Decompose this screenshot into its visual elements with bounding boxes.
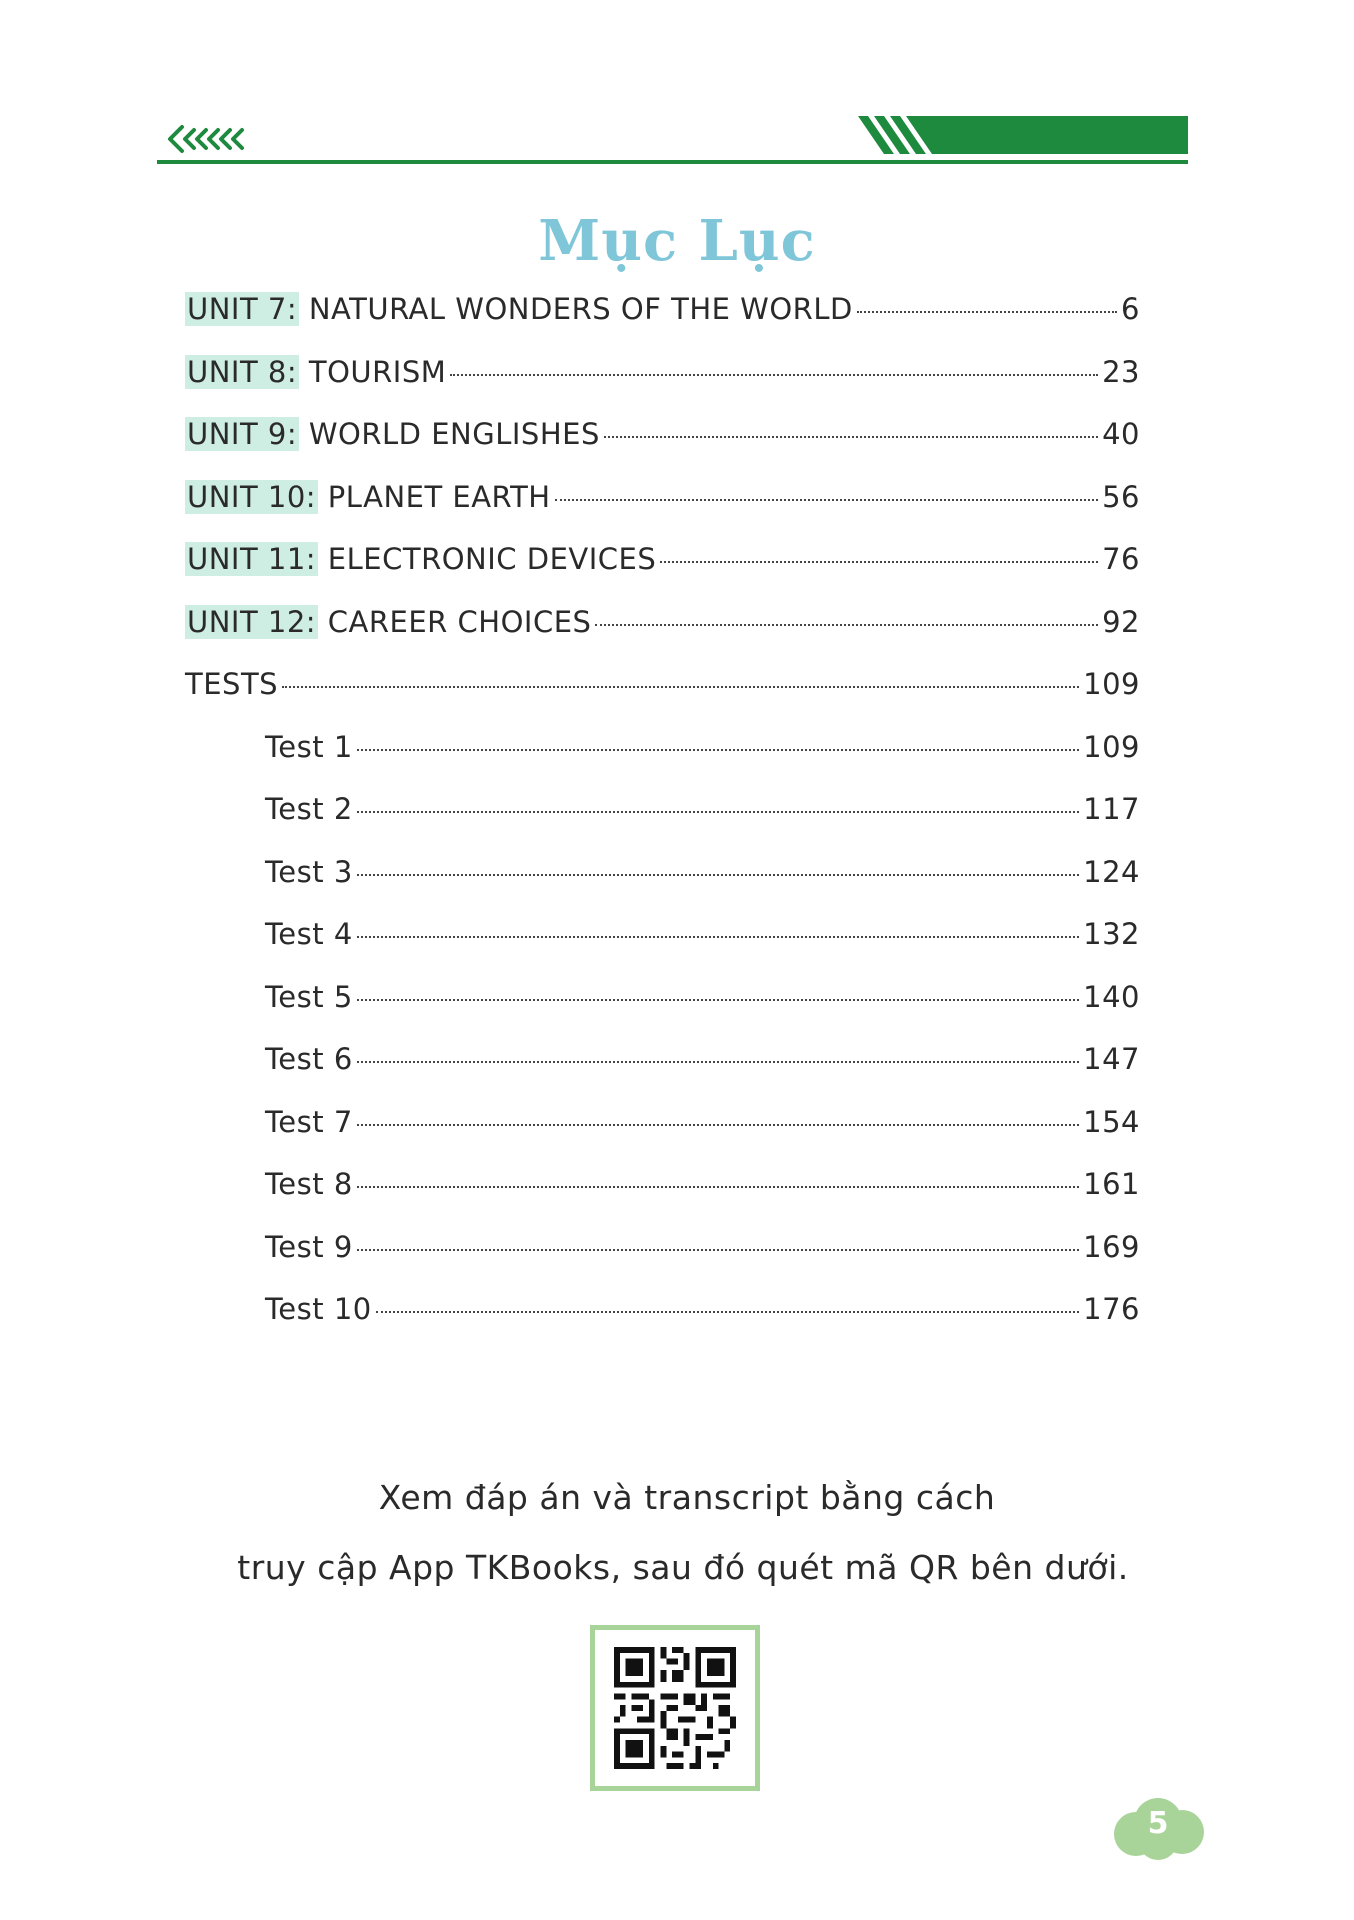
- entry-title: Test 6: [265, 1042, 353, 1076]
- leader-dots: [376, 1311, 1079, 1313]
- toc-entry-test-4[interactable]: [185, 917, 1140, 980]
- toc-entry-unit-11[interactable]: [185, 542, 1140, 605]
- leader-dots: [357, 936, 1079, 938]
- toc-entry-tests[interactable]: [185, 667, 1140, 730]
- page-number: 176: [1083, 1292, 1140, 1326]
- entry-title: Test 2: [265, 792, 353, 826]
- double-chevron-left-icon: [166, 124, 258, 154]
- instruction-line-1: Xem đáp án và transcript bằng cách: [378, 1478, 996, 1517]
- stripe-bar-decoration: [858, 116, 1188, 154]
- leader-dots: [357, 1124, 1079, 1126]
- instruction-line-2: truy cập App TKBooks, sau đó quét mã QR bên dưới.: [237, 1548, 1129, 1587]
- leader-dots: [357, 811, 1079, 813]
- leader-dots: [282, 686, 1079, 688]
- page-number: 23: [1102, 354, 1140, 389]
- page-title: Mục Lục: [538, 208, 816, 274]
- leader-dots: [357, 1186, 1079, 1188]
- unit-title: CAREER CHOICES: [327, 604, 592, 639]
- leader-dots: [357, 1249, 1079, 1251]
- qr-code-icon: [612, 1647, 738, 1769]
- toc-entry-test-2[interactable]: [185, 792, 1140, 855]
- leader-dots: [357, 999, 1079, 1001]
- table-of-contents: [185, 292, 1140, 1355]
- leader-dots: [555, 499, 1098, 501]
- unit-title: NATURAL WONDERS OF THE WORLD: [308, 292, 853, 326]
- toc-entry-test-5[interactable]: [185, 980, 1140, 1043]
- leader-dots: [357, 1061, 1079, 1063]
- entry-title: Test 7: [265, 1104, 353, 1139]
- page-number: 109: [1083, 729, 1140, 764]
- toc-entry-test-6[interactable]: [185, 1042, 1140, 1105]
- unit-label: UNIT 12:: [187, 604, 317, 639]
- page-number: 140: [1083, 979, 1140, 1014]
- entry-title: Test 10: [265, 1292, 372, 1326]
- page-number: 132: [1083, 917, 1140, 951]
- entry-title: Test 4: [265, 917, 353, 951]
- leader-dots: [595, 624, 1098, 626]
- toc-entry-test-10[interactable]: [185, 1292, 1140, 1355]
- unit-label: UNIT 11:: [187, 542, 317, 576]
- page-number: 154: [1083, 1104, 1140, 1139]
- toc-entry-test-8[interactable]: [185, 1167, 1140, 1230]
- leader-dots: [357, 749, 1079, 751]
- entry-title: Test 9: [265, 1229, 353, 1264]
- unit-title: TOURISM: [308, 354, 447, 389]
- toc-entry-test-1[interactable]: [185, 730, 1140, 793]
- page-number-badge: 5: [1147, 1806, 1169, 1841]
- page-number: 117: [1083, 792, 1140, 826]
- toc-entry-test-3[interactable]: [185, 855, 1140, 918]
- toc-entry-unit-10[interactable]: [185, 480, 1140, 543]
- unit-title: PLANET EARTH: [327, 479, 551, 514]
- toc-entry-test-7[interactable]: [185, 1105, 1140, 1168]
- toc-entry-test-9[interactable]: [185, 1230, 1140, 1293]
- toc-entry-unit-7[interactable]: [185, 292, 1140, 355]
- entry-title: Test 1: [265, 729, 353, 764]
- leader-dots: [450, 374, 1098, 376]
- qr-code[interactable]: [590, 1625, 760, 1791]
- page-number: 161: [1083, 1167, 1140, 1201]
- leader-dots: [857, 311, 1117, 313]
- page-number: 56: [1102, 479, 1140, 514]
- unit-label: UNIT 9:: [187, 417, 298, 451]
- page-number: 109: [1083, 667, 1140, 701]
- unit-title: ELECTRONIC DEVICES: [327, 542, 657, 576]
- page-number: 76: [1102, 542, 1140, 576]
- leader-dots: [660, 561, 1098, 563]
- leader-dots: [357, 874, 1079, 876]
- page-number: 40: [1102, 417, 1140, 451]
- entry-title: TESTS: [185, 667, 279, 701]
- toc-entry-unit-9[interactable]: [185, 417, 1140, 480]
- entry-title: Test 3: [265, 854, 353, 889]
- leader-dots: [604, 436, 1098, 438]
- toc-entry-unit-12[interactable]: [185, 605, 1140, 668]
- page-number: 147: [1083, 1042, 1140, 1076]
- unit-label: UNIT 8:: [187, 354, 298, 389]
- page-number: 6: [1121, 292, 1140, 326]
- unit-label: UNIT 7:: [187, 292, 298, 326]
- page-number: 169: [1083, 1229, 1140, 1264]
- unit-title: WORLD ENGLISHES: [308, 417, 600, 451]
- entry-title: Test 8: [265, 1167, 353, 1201]
- toc-entry-unit-8[interactable]: [185, 355, 1140, 418]
- header-rule: [157, 160, 1188, 164]
- entry-title: Test 5: [265, 979, 353, 1014]
- unit-label: UNIT 10:: [187, 479, 317, 514]
- page-number: 124: [1083, 854, 1140, 889]
- page-number: 92: [1102, 604, 1140, 639]
